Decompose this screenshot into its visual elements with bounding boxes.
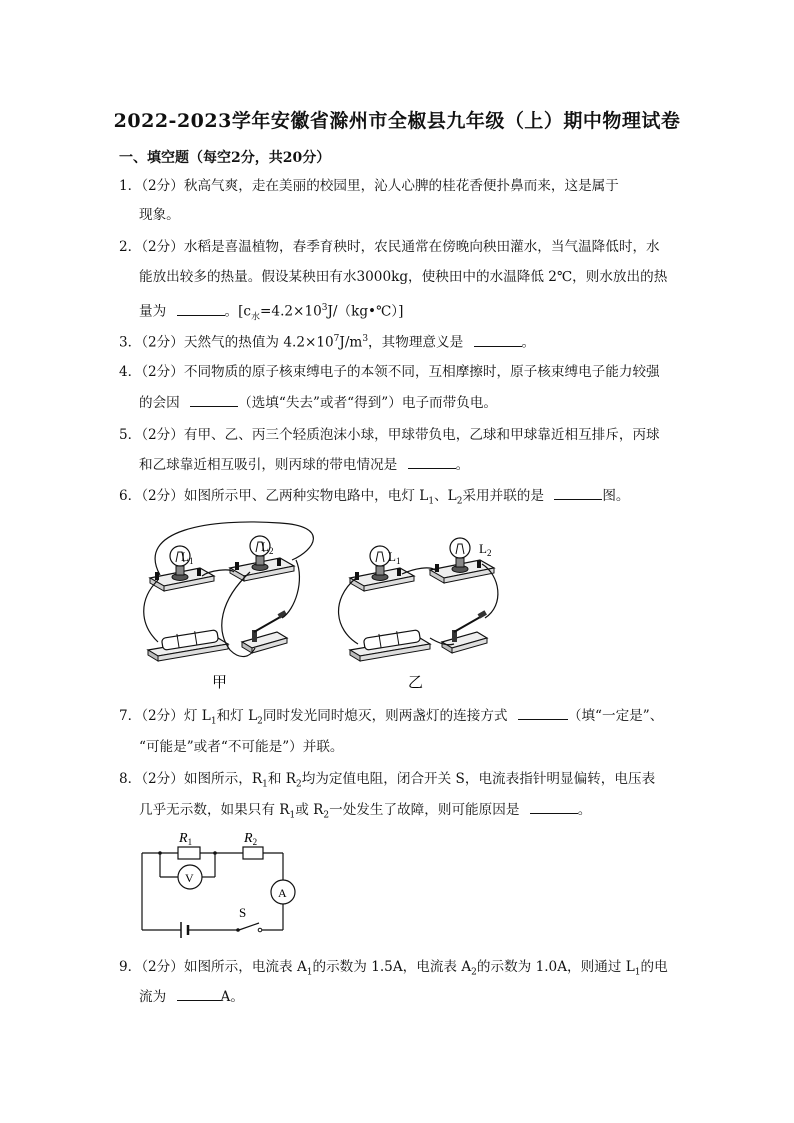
r1-label: $R_1$	[179, 831, 193, 847]
question-6-line-1	[119, 486, 630, 512]
q7-subscript: 2	[257, 716, 263, 727]
q8-subscript: 1	[289, 810, 296, 821]
fig6-left-l1-label: $L_1$	[181, 549, 194, 566]
q2-text: =4.2×10	[260, 303, 322, 320]
q2-subscript: 水	[251, 312, 261, 323]
q8-text: 均为定值电阻，闭合开关 S，电流表指针明显偏转，电压表	[301, 771, 656, 787]
q8-text: 和 R	[267, 771, 296, 787]
q2-text: J/（kg•℃）]	[327, 303, 404, 320]
q7-text: （填“一定是”、	[567, 708, 664, 724]
question-5-line-2	[139, 455, 469, 475]
question-7-line-1	[119, 706, 663, 732]
q2-text: 。[c	[224, 303, 252, 320]
q6-text: 采用并联的是	[462, 488, 544, 504]
q6-text: 图。	[602, 488, 630, 504]
q9-text: 的电	[640, 959, 668, 975]
question-1-line-1: 1．（2分）秋高气爽，走在美丽的校园里，沁人心脾的桂花香便扑鼻而来，这是属于	[119, 178, 619, 194]
q9-text: 的示数为 1.0A，则通过 L	[476, 959, 635, 975]
fig6-left-caption: 甲	[212, 675, 228, 691]
question-1-line-2: 现象。	[139, 207, 180, 223]
answer-blank[interactable]	[554, 487, 602, 500]
q6-subscript: 1	[428, 496, 435, 507]
answer-blank[interactable]	[474, 334, 522, 347]
question-9-line-1	[119, 957, 668, 983]
q7-text: 和灯 L	[216, 708, 258, 724]
q3-text: J/m	[339, 334, 363, 351]
answer-blank[interactable]	[177, 988, 221, 1001]
q6-text: 、L	[434, 488, 457, 504]
q3-superscript: 3	[362, 334, 369, 344]
q7-text: 同时发光同时熄灭，则两盏灯的连接方式	[262, 708, 508, 724]
question-2-line-2: 能放出较多的热量。假设某秧田有水3000kg，使秧田中的水温降低 2℃，则水放出的热	[139, 269, 668, 285]
answer-blank[interactable]	[518, 707, 568, 720]
q8-text: 一处发生了故障，则可能原因是	[329, 802, 520, 818]
fig6-right-caption: 乙	[408, 675, 424, 691]
fig6-left-l2-label: $L_2$	[261, 539, 274, 556]
q9-text: 流为	[139, 989, 167, 1005]
q8-subscript: 2	[323, 810, 330, 821]
question-3-line-1	[119, 329, 535, 353]
ammeter-label: A	[278, 886, 287, 900]
q3-text: ，其物理意义是	[368, 334, 464, 351]
answer-blank[interactable]	[408, 456, 456, 469]
q9-subscript: 1	[306, 967, 313, 978]
fig6-right-l2-label: $L_2$	[479, 541, 492, 558]
answer-blank[interactable]	[530, 801, 578, 814]
q8-text: 或 R	[295, 802, 324, 818]
q9-subscript: 1	[634, 967, 641, 978]
q9-subscript: 2	[471, 967, 477, 978]
q8-subscript: 2	[295, 779, 302, 790]
question-8-line-1	[119, 769, 655, 795]
q3-text: 。	[521, 334, 536, 351]
answer-blank[interactable]	[190, 394, 238, 407]
q4-text: （选填“失去”或者“得到”）电子而带负电。	[238, 395, 497, 411]
resistor-r2	[243, 847, 263, 859]
question-9-line-2	[139, 987, 244, 1007]
q8-text: 几乎无示数，如果只有 R	[139, 802, 290, 818]
switch-label: S	[239, 905, 247, 920]
answer-blank[interactable]	[177, 303, 225, 316]
question-5-line-1: 5．（2分）有甲、乙、丙三个轻质泡沫小球，甲球带负电，乙球和甲球靠近相互排斥，丙球	[119, 427, 660, 443]
question-8-line-2	[139, 800, 591, 826]
question-4-line-2	[139, 393, 497, 413]
q2-superscript: 3	[321, 303, 328, 313]
q5-text: 。	[455, 457, 470, 473]
q4-text: 的会因	[139, 395, 180, 411]
section-heading: 一、填空题（每空2分，共20分）	[119, 150, 331, 166]
q6-text: 6．（2分）如图所示甲、乙两种实物电路中，电灯 L	[119, 488, 429, 504]
q6-subscript: 2	[456, 496, 463, 507]
q9-text: 9．（2分）如图所示，电流表 A	[119, 959, 307, 975]
question-2-line-1: 2．（2分）水稻是喜温植物，春季育秧时，农民通常在傍晚向秧田灌水，当气温降低时，水	[119, 239, 660, 255]
circuit-figure-q6	[130, 520, 670, 695]
q3-superscript: 7	[333, 334, 340, 344]
circuit-diagram-q8	[135, 828, 305, 946]
q9-text: A。	[220, 989, 244, 1005]
resistor-r1	[178, 847, 200, 859]
fig6-right-l1-label: $L_1$	[388, 549, 401, 566]
exam-title: 2022-2023学年安徽省滁州市全椒县九年级（上）期中物理试卷	[113, 110, 681, 132]
q3-text: 3．（2分）天然气的热值为 4.2×10	[119, 334, 334, 351]
q8-text: 8．（2分）如图所示，R	[119, 771, 263, 787]
voltmeter-label: V	[185, 871, 194, 885]
question-7-line-2: “可能是”或者“不可能是”）并联。	[139, 739, 344, 755]
q7-text: 7．（2分）灯 L	[119, 708, 211, 724]
question-4-line-1: 4．（2分）不同物质的原子核束缚电子的本领不同，互相摩擦时，原子核束缚电子能力较强	[119, 364, 660, 380]
q8-subscript: 1	[262, 779, 268, 790]
q2-text: 量为	[139, 303, 167, 320]
switch-s	[239, 923, 259, 930]
q9-text: 的示数为 1.5A，电流表 A	[312, 959, 472, 975]
q7-subscript: 1	[210, 716, 217, 727]
q5-text: 和乙球靠近相互吸引，则丙球的带电情况是	[139, 457, 398, 473]
question-2-line-3	[139, 298, 403, 327]
r2-label: $R_2$	[244, 831, 258, 847]
q8-text: 。	[577, 802, 592, 818]
